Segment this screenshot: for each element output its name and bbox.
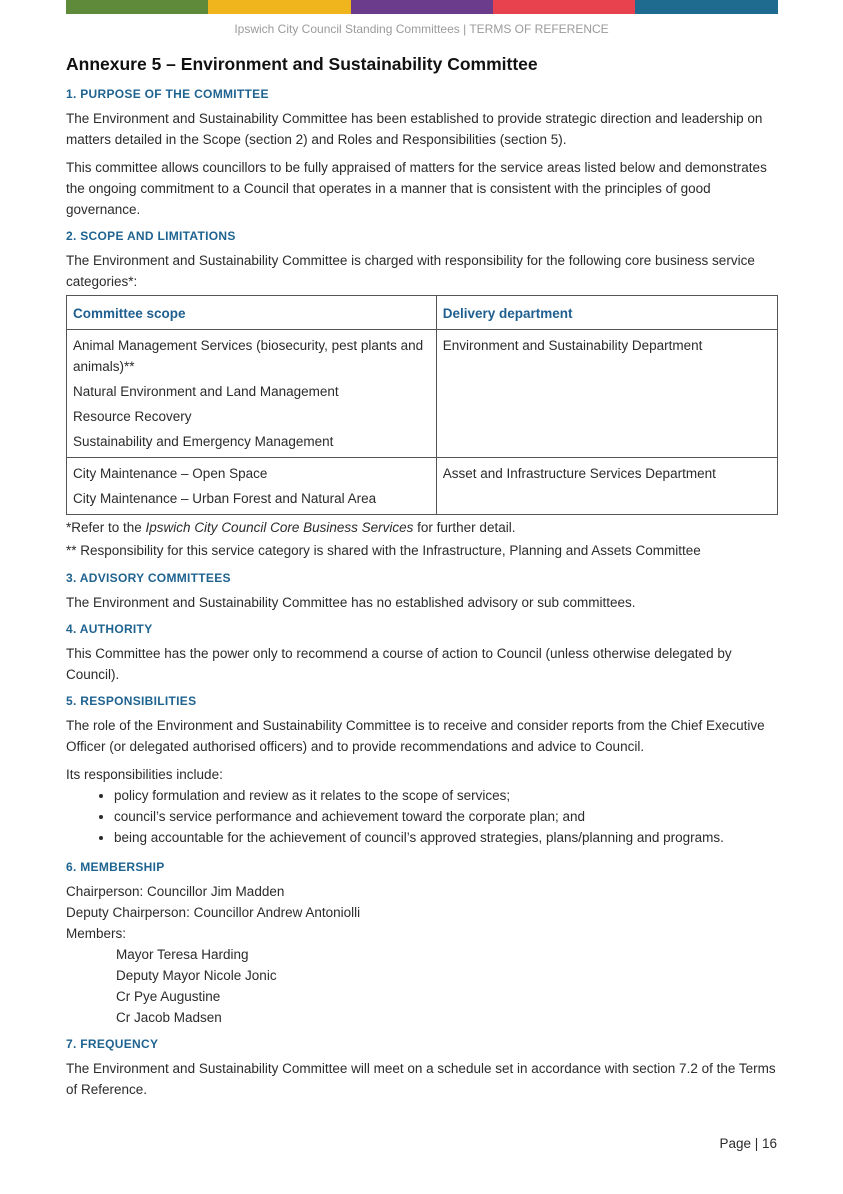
table-header-row (67, 296, 778, 330)
purpose-paragraph-2: This committee allows councillors to be fully appraised of matters for the service areas listed below and demonstrates the ongoing commitment to a Council that operates in a manner that is consistent with the principles of good governance. (66, 160, 767, 217)
band-blue (635, 0, 778, 14)
table-cell-department: Asset and Infrastructure Services Department (436, 458, 777, 515)
band-red (493, 0, 635, 14)
section-heading-advisory: 3. ADVISORY COMMITTEES (66, 571, 231, 585)
responsibilities-list (66, 785, 778, 848)
band-purple (351, 0, 493, 14)
purpose-paragraph-1: The Environment and Sustainability Committee has been established to provide strategic direction and leadership on matters detailed in the Scope (section 2) and Roles and Responsibilities (section 5). (66, 111, 763, 147)
advisory-paragraph: The Environment and Sustainability Committee has no established advisory or sub committees. (66, 595, 636, 610)
authority-paragraph: This Committee has the power only to recommend a course of action to Council (unless otherwise delegated by Council). (66, 646, 732, 682)
footnote-prefix: *Refer to the (66, 520, 146, 535)
table-header-department: Delivery department (436, 296, 777, 330)
section-heading-authority: 4. AUTHORITY (66, 622, 153, 636)
member-name: Cr Pye Augustine (116, 989, 221, 1004)
table-cell-department: Environment and Sustainability Department (436, 330, 777, 458)
band-green (66, 0, 208, 14)
chairperson: Chairperson: Councillor Jim Madden (66, 884, 285, 899)
table-cell-scope (67, 458, 437, 515)
scope-item: Resource Recovery (73, 409, 192, 424)
table-footnote-2: ** Responsibility for this service category is shared with the Infrastructure, Planning and Assets Committee (66, 543, 701, 558)
members-list (66, 944, 778, 1028)
scope-item: Natural Environment and Land Management (73, 384, 339, 399)
page-number: Page | 16 (719, 1136, 777, 1151)
list-item: • being accountable for the achievement of council’s approved strategies, plans/planning and programs. (114, 827, 778, 848)
scope-item: City Maintenance – Urban Forest and Natural Area (73, 491, 377, 506)
scope-item: Sustainability and Emergency Management (73, 434, 334, 449)
responsibilities-paragraph-2: Its responsibilities include: (66, 767, 223, 782)
scope-item: Animal Management Services (biosecurity, pest plants and animals)** (73, 338, 424, 374)
scope-paragraph: The Environment and Sustainability Committee is charged with responsibility for the following core business service categories*: (66, 253, 755, 289)
header-color-band (66, 0, 778, 14)
list-item: • council’s service performance and achievement toward the corporate plan; and (114, 806, 778, 827)
footnote-suffix: for further detail. (413, 520, 516, 535)
section-heading-purpose: 1. PURPOSE OF THE COMMITTEE (66, 87, 269, 101)
running-header: Ipswich City Council Standing Committees | TERMS OF REFERENCE (234, 22, 609, 36)
section-heading-membership: 6. MEMBERSHIP (66, 860, 165, 874)
member-name: Mayor Teresa Harding (116, 947, 249, 962)
scope-item: City Maintenance – Open Space (73, 466, 268, 481)
section-heading-frequency: 7. FREQUENCY (66, 1037, 159, 1051)
table-header-scope: Committee scope (67, 296, 437, 330)
deputy-chairperson: Deputy Chairperson: Councillor Andrew Antoniolli (66, 905, 361, 920)
scope-table (66, 295, 778, 515)
table-footnote-1 (66, 518, 778, 538)
member-name: Deputy Mayor Nicole Jonic (116, 968, 277, 983)
table-cell-scope (67, 330, 437, 458)
section-heading-responsibilities: 5. RESPONSIBILITIES (66, 694, 197, 708)
table-row (67, 330, 778, 458)
members-label: Members: (66, 926, 127, 941)
responsibilities-paragraph-1: The role of the Environment and Sustainability Committee is to receive and consider reports from the Chief Executive Officer (or delegated authorised officers) and to provide recommendations and advice to Council. (66, 718, 765, 754)
frequency-paragraph: The Environment and Sustainability Committee will meet on a schedule set in accordance with section 7.2 of the Terms of Reference. (66, 1061, 776, 1097)
table-row (67, 458, 778, 515)
footnote-document-title: Ipswich City Council Core Business Services (145, 520, 414, 535)
section-heading-scope: 2. SCOPE AND LIMITATIONS (66, 229, 236, 243)
band-yellow (208, 0, 351, 14)
document-body (66, 50, 778, 1107)
page-title: Annexure 5 – Environment and Sustainability Committee (66, 54, 538, 74)
list-item: • policy formulation and review as it relates to the scope of services; (114, 785, 778, 806)
member-name: Cr Jacob Madsen (116, 1010, 222, 1025)
